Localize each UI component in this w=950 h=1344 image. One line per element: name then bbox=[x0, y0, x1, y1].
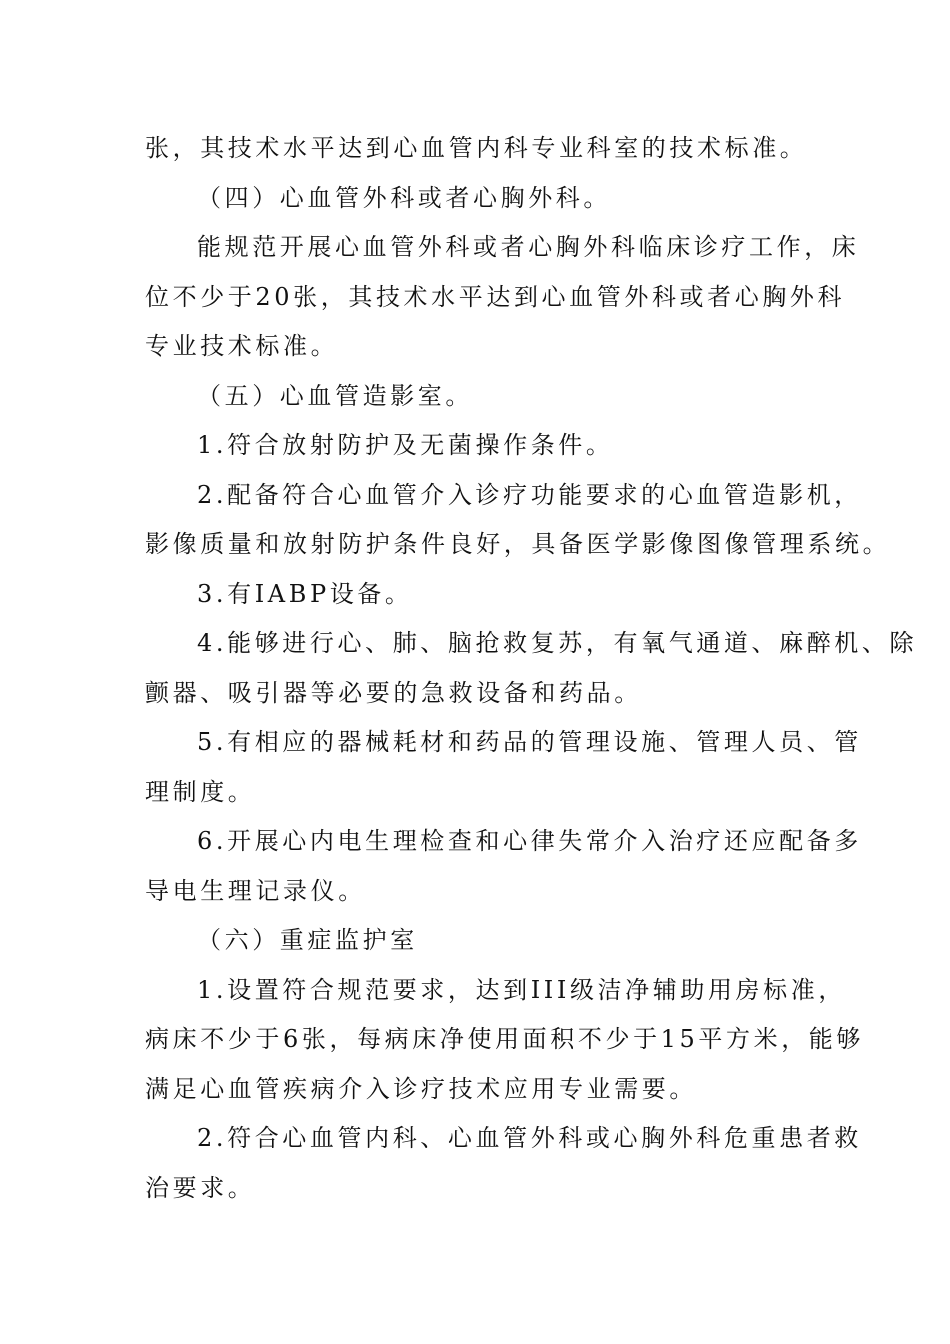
list-item-3 bbox=[145, 570, 815, 620]
paragraph-tail bbox=[145, 124, 815, 174]
text-line: （五）心血管造影室。 bbox=[197, 381, 473, 410]
text-line: 3.有IABP设备。 bbox=[197, 579, 413, 608]
section-heading-icu bbox=[145, 916, 815, 966]
icu-item-1 bbox=[145, 966, 865, 1115]
text-line: 6.开展心内电生理检查和心律失常介入治疗还应配备多 bbox=[197, 827, 862, 855]
text-line: 专业技术标准。 bbox=[145, 332, 339, 360]
text-line: 4.能够进行心、肺、脑抢救复苏，有氧气通道、麻醉机、除 bbox=[197, 629, 918, 657]
list-item-4 bbox=[145, 619, 918, 718]
text-line: 理制度。 bbox=[145, 777, 256, 806]
text-line: 治要求。 bbox=[145, 1173, 256, 1202]
section-heading-cardiac-surgery bbox=[145, 174, 815, 224]
list-item-2 bbox=[145, 471, 891, 570]
paragraph-cardiac-surgery bbox=[145, 223, 860, 372]
text-line: 2.配备符合心血管介入诊疗功能要求的心血管造影机， bbox=[197, 480, 862, 509]
text-line: 满足心血管疾病介入诊疗技术应用专业需要。 bbox=[145, 1074, 697, 1103]
document-page bbox=[145, 124, 918, 1213]
text-line: 能规范开展心血管外科或者心胸外科临床诊疗工作，床 bbox=[197, 233, 860, 261]
text-line: 影像质量和放射防护条件良好，具备医学影像图像管理系统。 bbox=[145, 530, 891, 558]
text-line: （六）重症监护室 bbox=[197, 926, 418, 954]
text-line: 2.符合心血管内科、心血管外科或心胸外科危重患者救 bbox=[197, 1124, 862, 1152]
text-line: 1.设置符合规范要求，达到III级洁净辅助用房标准， bbox=[197, 975, 846, 1004]
text-line: 张，其技术水平达到心血管内科专业科室的技术标准。 bbox=[145, 134, 808, 162]
text-line: 位不少于20张，其技术水平达到心血管外科或者心胸外科 bbox=[145, 282, 846, 311]
text-line: 导电生理记录仪。 bbox=[145, 876, 366, 905]
text-line: 1.符合放射防护及无菌操作条件。 bbox=[197, 431, 614, 459]
list-item-6 bbox=[145, 817, 862, 916]
section-heading-angiography-room bbox=[145, 372, 815, 422]
text-line: 5.有相应的器械耗材和药品的管理设施、管理人员、管 bbox=[197, 728, 862, 756]
icu-item-2 bbox=[145, 1114, 862, 1213]
text-line: 颤器、吸引器等必要的急救设备和药品。 bbox=[145, 678, 642, 707]
list-item-5 bbox=[145, 718, 862, 817]
list-item-1 bbox=[145, 421, 815, 471]
text-line: （四）心血管外科或者心胸外科。 bbox=[197, 183, 611, 212]
text-line: 病床不少于6张，每病床净使用面积不少于15平方米，能够 bbox=[145, 1025, 865, 1053]
